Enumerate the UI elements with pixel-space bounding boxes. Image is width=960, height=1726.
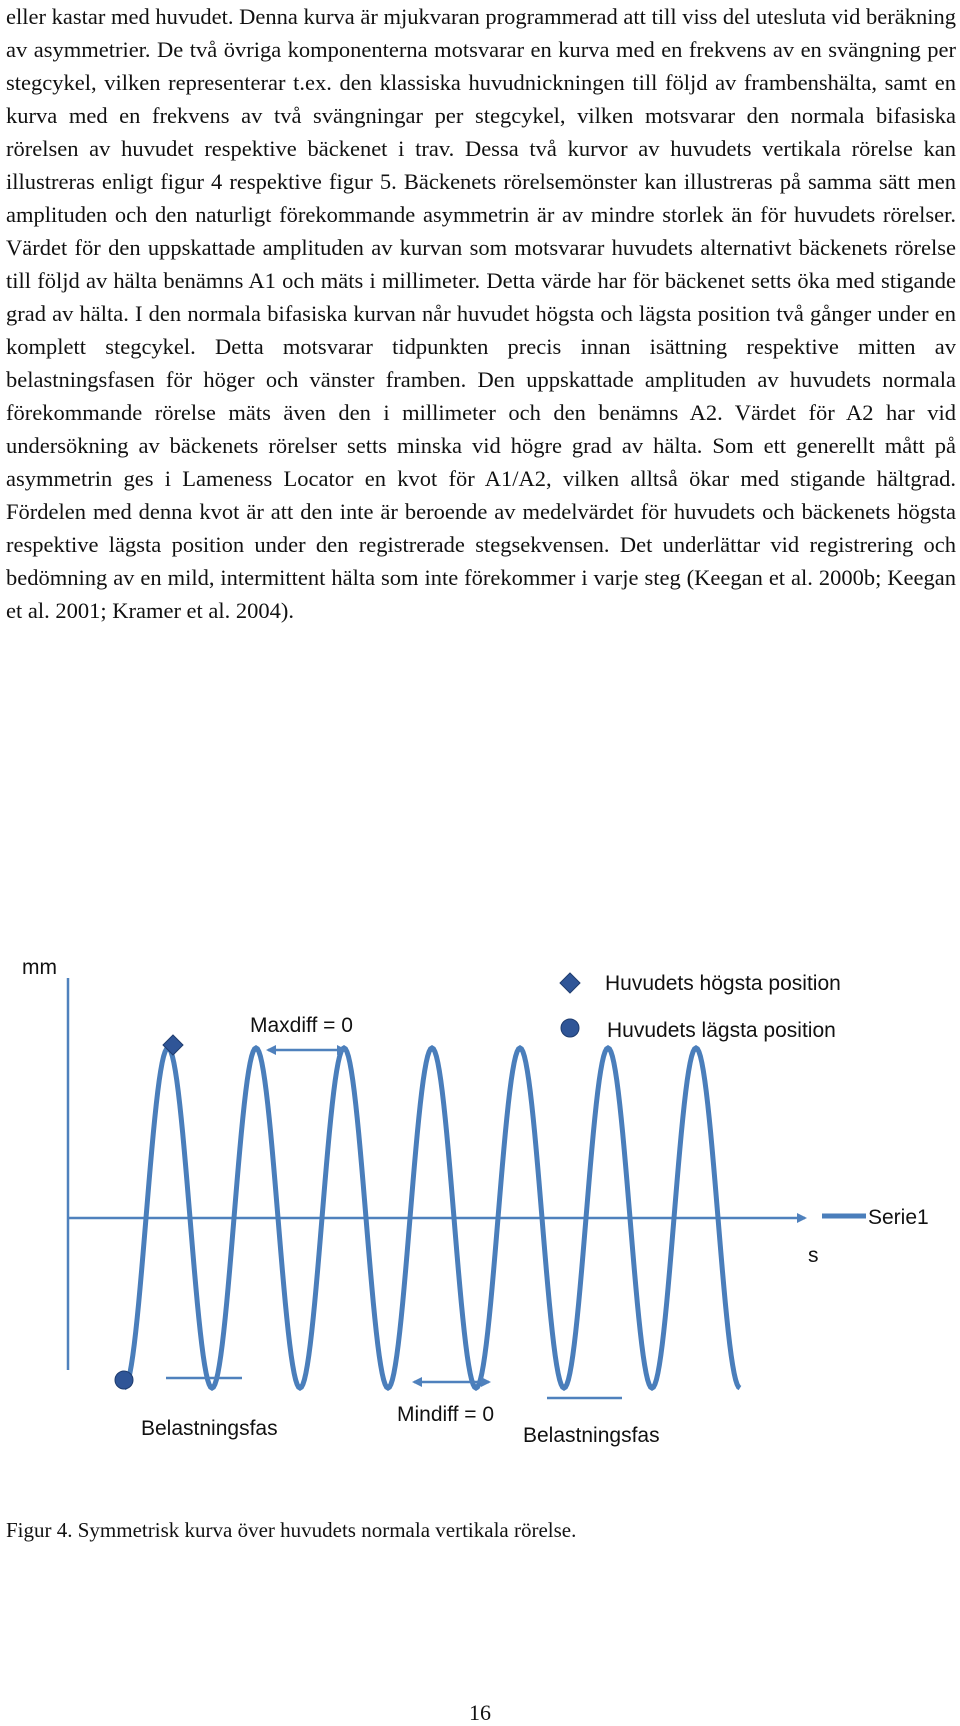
legend <box>560 972 929 1229</box>
x-axis-label: s <box>808 1244 819 1267</box>
legend-label-max: Huvudets högsta position <box>605 972 841 995</box>
legend-diamond-marker <box>560 973 580 993</box>
legend-label-min: Huvudets lägsta position <box>607 1019 836 1042</box>
min-position-marker <box>115 1371 133 1389</box>
page-number: 16 <box>469 1700 491 1725</box>
y-axis-label: mm <box>22 956 57 979</box>
figure-caption: Figur 4. Symmetrisk kurva över huvudets normala vertikala rörelse. <box>6 1518 577 1542</box>
body-paragraph: eller kastar med huvudet. Denna kurva är mjukvaran programmerad att till viss del utesluta vid beräkning av asymmetrier. De två övriga komponenterna motsvarar en kurva med en frekvens av en svängning per stegcykel, vilken representerar t.ex. den klassiska huvudnickningen till följd av frambenshälta, samt en kurva med en frekvens av två svängningar per stegcykel, vilken motsvarar den normala bifasiska rörelsen av huvudet respektive bäckenet i trav. Dessa två kurvor av huvudets vertikala rörelse kan illustreras enligt figur 4 respektive figur 5. Bäckenets rörelsemönster kan illustreras på samma sätt men amplituden och den naturligt förekommande asymmetrin är av mindre storlek än för huvudets rörelser. Värdet för den uppskattade amplituden av kurvan som motsvarar huvudets alternativt bäckenets rörelse till följd av hälta benämns A1 och mäts i millimeter. Detta värde har för bäckenet setts öka med stigande grad av hälta. I den normala bifasiska kurvan når huvudet högsta och lägsta position två gånger under en komplett stegcykel. Detta motsvarar tidpunkten precis innan isättning respektive mitten av belastningsfasen för höger och vänster framben. Den uppskattade amplituden av huvudets normala förekommande rörelse mäts även den i millimeter och den benämns A2. Värdet för A2 har vid undersökning av bäckenets rörelser setts minska vid högre grad av hälta. Som ett generellt mått på asymmetrin ges i Lameness Locator en kvot för A1/A2, vilken alltså ökar med stigande hältgrad. Fördelen med denna kvot är att den inte är beroende av medelvärdet för huvudets och bäckenets högsta respektive lägsta position under den registrerade stegsekvensen. Det underlättar vid registrering och bedömning av en mild, intermittent hälta som inte förekommer i varje steg (Keegan et al. 2000b; Keegan et al. 2001; Kramer et al. 2004). <box>6 4 956 623</box>
legend-label-serie1: Serie1 <box>868 1206 929 1229</box>
maxdiff-label: Maxdiff = 0 <box>250 1014 353 1037</box>
mindiff-label: Mindiff = 0 <box>397 1403 495 1426</box>
load-phase-right-label: Belastningsfas <box>523 1424 660 1447</box>
legend-circle-marker <box>561 1019 579 1037</box>
figure-4-chart <box>0 940 960 1500</box>
load-phase-left-label: Belastningsfas <box>141 1417 278 1440</box>
